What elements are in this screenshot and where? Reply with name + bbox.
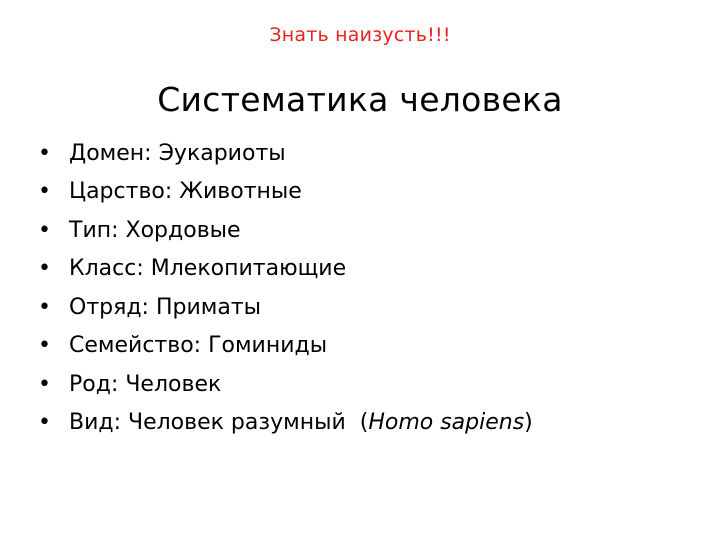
- bullet-icon: •: [38, 179, 51, 205]
- taxonomy-list: [38, 134, 533, 442]
- list-item-domain: [38, 134, 533, 173]
- list-item-label: Вид: Человек разумный (: [69, 410, 369, 436]
- list-item-family: [38, 327, 533, 366]
- bullet-icon: •: [38, 256, 51, 282]
- list-item-species: [38, 404, 533, 443]
- bullet-icon: •: [38, 333, 51, 359]
- list-item-label: Царство: Животные: [69, 179, 302, 205]
- bullet-icon: •: [38, 140, 51, 166]
- list-item-phylum: [38, 211, 533, 250]
- bullet-icon: •: [38, 217, 51, 243]
- list-item-class: [38, 250, 533, 289]
- memorize-note: Знать наизусть!!!: [269, 24, 451, 46]
- list-item-label: Класс: Млекопитающие: [69, 256, 347, 282]
- bullet-icon: •: [38, 371, 51, 397]
- bullet-icon: •: [38, 410, 51, 436]
- list-item-label: Тип: Хордовые: [69, 217, 241, 243]
- list-item-genus: [38, 365, 533, 404]
- species-latin-name: Homo sapiens: [368, 410, 525, 436]
- slide-title: Систематика человека: [157, 80, 563, 119]
- list-item-label: Отряд: Приматы: [69, 294, 262, 320]
- list-item-order: [38, 288, 533, 327]
- list-item-label: Семейство: Гоминиды: [69, 333, 328, 359]
- list-item-kingdom: [38, 173, 533, 212]
- closing-paren: ): [524, 410, 533, 436]
- list-item-label: Род: Человек: [69, 371, 222, 397]
- list-item-label: Домен: Эукариоты: [69, 140, 286, 166]
- bullet-icon: •: [38, 294, 51, 320]
